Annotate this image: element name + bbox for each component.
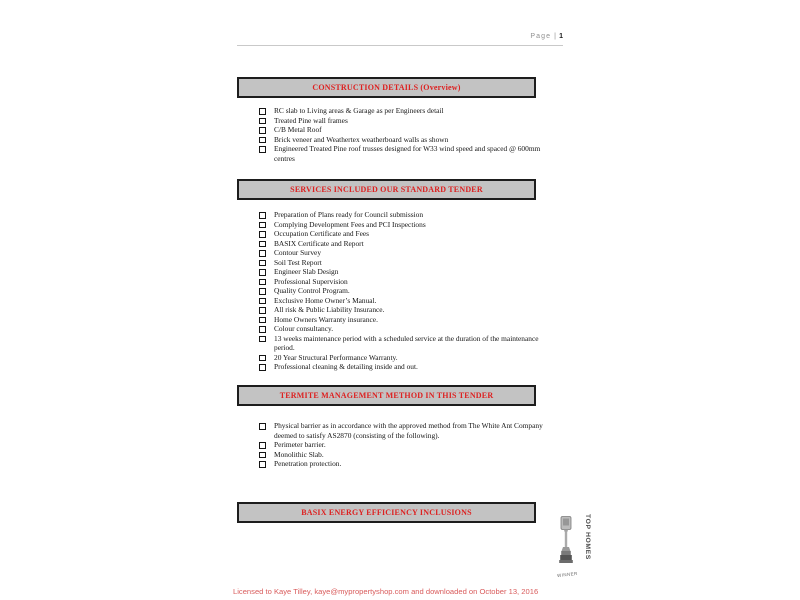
checklist-item-label: 20 Year Structural Performance Warranty.: [274, 352, 398, 362]
checkbox-icon: [259, 452, 266, 459]
checklist-item: [259, 258, 543, 268]
checklist-termite: [259, 421, 543, 469]
license-footer: Licensed to Kaye Tilley, kaye@mypropertyshop.com and downloaded on October 13, 2016: [233, 587, 539, 596]
checklist-item: [259, 106, 543, 116]
checklist-item-label: Contour Survey: [274, 248, 322, 257]
checklist-item-label: 13 weeks maintenance period with a scheduled service at the duration of the maintenance period.: [274, 333, 539, 352]
checklist-item: [259, 210, 543, 220]
header-rule: [237, 45, 563, 46]
checkbox-icon: [259, 231, 266, 238]
checklist-item: [259, 296, 543, 306]
checklist-item-label: Engineered Treated Pine roof trusses designed for W33 wind speed and spaced @ 600mm centres: [274, 144, 541, 163]
checklist-item-label: Preparation of Plans ready for Council submission: [274, 210, 424, 219]
checkbox-icon: [259, 250, 266, 257]
checklist-item: [259, 353, 543, 363]
checkbox-icon: [259, 212, 266, 219]
checkbox-icon: [259, 260, 266, 267]
checklist-item-label: Occupation Certificate and Fees: [274, 229, 370, 238]
logo-subtitle: WINNER: [556, 570, 578, 579]
checklist-item: [259, 135, 543, 145]
checklist-item-label: Quality Control Program.: [274, 286, 350, 295]
page-number: 1: [559, 33, 563, 40]
checklist-item: [259, 286, 543, 296]
checklist-construction-details: [259, 106, 543, 163]
section-header-termite-management: [237, 385, 536, 406]
checklist-item-label: Professional cleaning & detailing inside and out.: [274, 362, 418, 371]
checklist-item-label: Engineer Slab Design: [274, 267, 339, 276]
logo-title: TOP HOMES: [584, 514, 591, 560]
checklist-item-label: RC slab to Living areas & Garage as per Engineers detail: [274, 106, 444, 115]
checklist-item-label: All risk & Public Liability Insurance.: [274, 305, 385, 314]
checklist-item: [259, 277, 543, 287]
section-header-basix-energy: [237, 502, 536, 523]
checklist-item-label: Soil Test Report: [274, 257, 322, 267]
checklist-item: [259, 239, 543, 249]
checklist-item: [259, 362, 543, 372]
section-title: CONSTRUCTION DETAILS (Overview): [312, 83, 461, 92]
checkbox-icon: [259, 461, 266, 468]
checklist-item-label: Physical barrier as in accordance with the approved method from The White Ant Company deemed to satisfy AS2870 (consisting of the following).: [274, 421, 543, 440]
checklist-item: [259, 125, 543, 135]
checklist-item-label: C/B Metal Roof: [274, 125, 322, 134]
checkbox-icon: [259, 288, 266, 295]
checklist-services: [259, 210, 543, 372]
checklist-item-label: Complying Development Fees and PCI Inspections: [274, 219, 426, 229]
checkbox-icon: [259, 279, 266, 286]
page-label: Page |: [530, 33, 558, 40]
checklist-item: [259, 334, 543, 353]
section-header-construction-details: [237, 77, 536, 98]
checklist-item-label: Penetration protection.: [274, 459, 342, 468]
checkbox-icon: [259, 355, 266, 362]
checklist-item-label: Treated Pine wall frames: [274, 115, 348, 125]
checklist-item-label: Home Owners Warranty insurance.: [274, 314, 378, 324]
checklist-item-label: Professional Supervision: [274, 276, 348, 286]
checklist-item-label: Perimeter barrier.: [274, 440, 326, 449]
checklist-item: [259, 267, 543, 277]
checklist-item: [259, 421, 543, 440]
checklist-item: [259, 144, 543, 163]
checkbox-icon: [259, 118, 266, 125]
checklist-item: [259, 248, 543, 258]
checklist-item: [259, 440, 543, 450]
checkbox-icon: [259, 423, 266, 430]
checklist-item: [259, 324, 543, 334]
checklist-item: [259, 116, 543, 126]
checkbox-icon: [259, 108, 266, 115]
checkbox-icon: [259, 137, 266, 144]
section-title: TERMITE MANAGEMENT METHOD IN THIS TENDER: [279, 391, 494, 400]
section-title: BASIX ENERGY EFFICIENCY INCLUSIONS: [301, 508, 472, 517]
checklist-item: [259, 450, 543, 460]
checklist-item-label: Monolithic Slab.: [274, 449, 324, 459]
checkbox-icon: [259, 442, 266, 449]
section-title: SERVICES INCLUDED OUR STANDARD TENDER: [290, 185, 483, 194]
checkbox-icon: [259, 127, 266, 134]
checklist-item: [259, 229, 543, 239]
checkbox-icon: [259, 241, 266, 248]
checklist-item-label: Colour consultancy.: [274, 324, 334, 333]
checklist-item-label: BASIX Certificate and Report: [274, 238, 364, 248]
checklist-item-label: Brick veneer and Weathertex weatherboard walls as shown: [274, 134, 449, 144]
checklist-item: [259, 220, 543, 230]
checkbox-icon: [259, 336, 266, 343]
checkbox-icon: [259, 364, 266, 371]
checklist-item: [259, 459, 543, 469]
checklist-item: [259, 305, 543, 315]
checkbox-icon: [259, 326, 266, 333]
page-header: [237, 33, 563, 40]
checkbox-icon: [259, 222, 266, 229]
checkbox-icon: [259, 298, 266, 305]
trophy-icon: [558, 516, 574, 568]
checklist-item: [259, 315, 543, 325]
checkbox-icon: [259, 146, 266, 153]
checkbox-icon: [259, 269, 266, 276]
checkbox-icon: [259, 317, 266, 324]
checklist-item-label: Exclusive Home Owner’s Manual.: [274, 295, 377, 305]
top-homes-winner-logo: [557, 512, 591, 580]
section-header-services-included: [237, 179, 536, 200]
checkbox-icon: [259, 307, 266, 314]
